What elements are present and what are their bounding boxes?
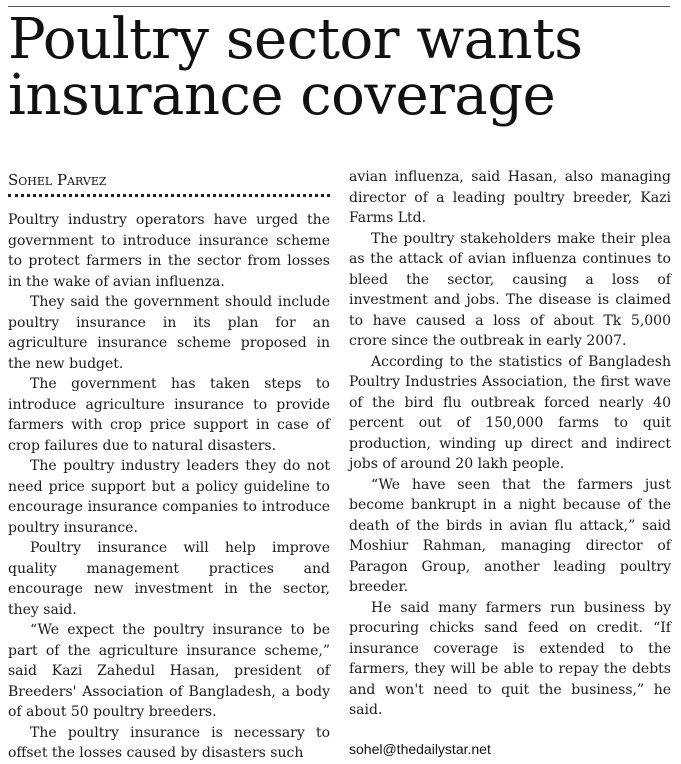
paragraph: “We have seen that the farmers just become bankrupt in a night because of the death of the birds in avian flu attack,” said Moshiur Rahman, managing director of Paragon Group, another leading poultry breeder. <box>349 476 671 595</box>
paragraph: The government has taken steps to introduce agriculture insurance to provide farmers with crop price support in case of crop failures due to natural disasters. <box>8 376 330 454</box>
paragraph: Poultry insurance will help improve quality management practices and encourage new investment in the sector, they said. <box>8 540 330 618</box>
paragraph: “We expect the poultry insurance to be part of the agriculture insurance scheme,” said Kazi Zahedul Hasan, president of Breeders' Association of Bangladesh, a body of about 50 poultry breeders. <box>8 622 330 720</box>
byline-divider <box>8 194 330 197</box>
paragraph: The poultry insurance is necessary to offset the losses caused by disasters such <box>8 724 330 761</box>
paragraph: He said many farmers run business by procuring chicks sand feed on credit. “If insurance coverage is extended to the farmers, they will be able to repay the debts and won't need to quit the business,” he said. <box>349 599 671 718</box>
paragraph: avian influenza, said Hasan, also managing director of a leading poultry breeder, Kazi Farms Ltd. <box>349 169 671 226</box>
paragraph: The poultry stakeholders make their plea as the attack of avian influenza continues to bleed the sector, causing a loss of investment and jobs. The disease is claimed to have caused a loss of about Tk 5,000 crore since the outbreak in early 2007. <box>349 230 671 349</box>
article-column-2 <box>349 167 671 721</box>
author-email: sohel@thedailystar.net <box>349 741 491 757</box>
byline: Sohel Parvez <box>8 171 107 189</box>
paragraph: They said the government should include poultry insurance in its plan for an agriculture insurance scheme proposed in the new budget. <box>8 294 330 372</box>
paragraph: The poultry industry leaders they do not need price support but a policy guideline to encourage insurance companies to introduce poultry insurance. <box>8 458 330 536</box>
headline: Poultry sector wants insurance coverage <box>8 7 583 128</box>
paragraph: According to the statistics of Bangladesh Poultry Industries Association, the first wave of the bird flu outbreak forced nearly 40 percent out of 150,000 farms to quit production, winding up direct and indirect jobs of around 20 lakh people. <box>349 353 671 472</box>
article-column-1 <box>8 210 330 764</box>
paragraph: Poultry industry operators have urged the government to introduce insurance scheme to protect farmers in the sector from losses in the wake of avian influenza. <box>8 212 330 290</box>
